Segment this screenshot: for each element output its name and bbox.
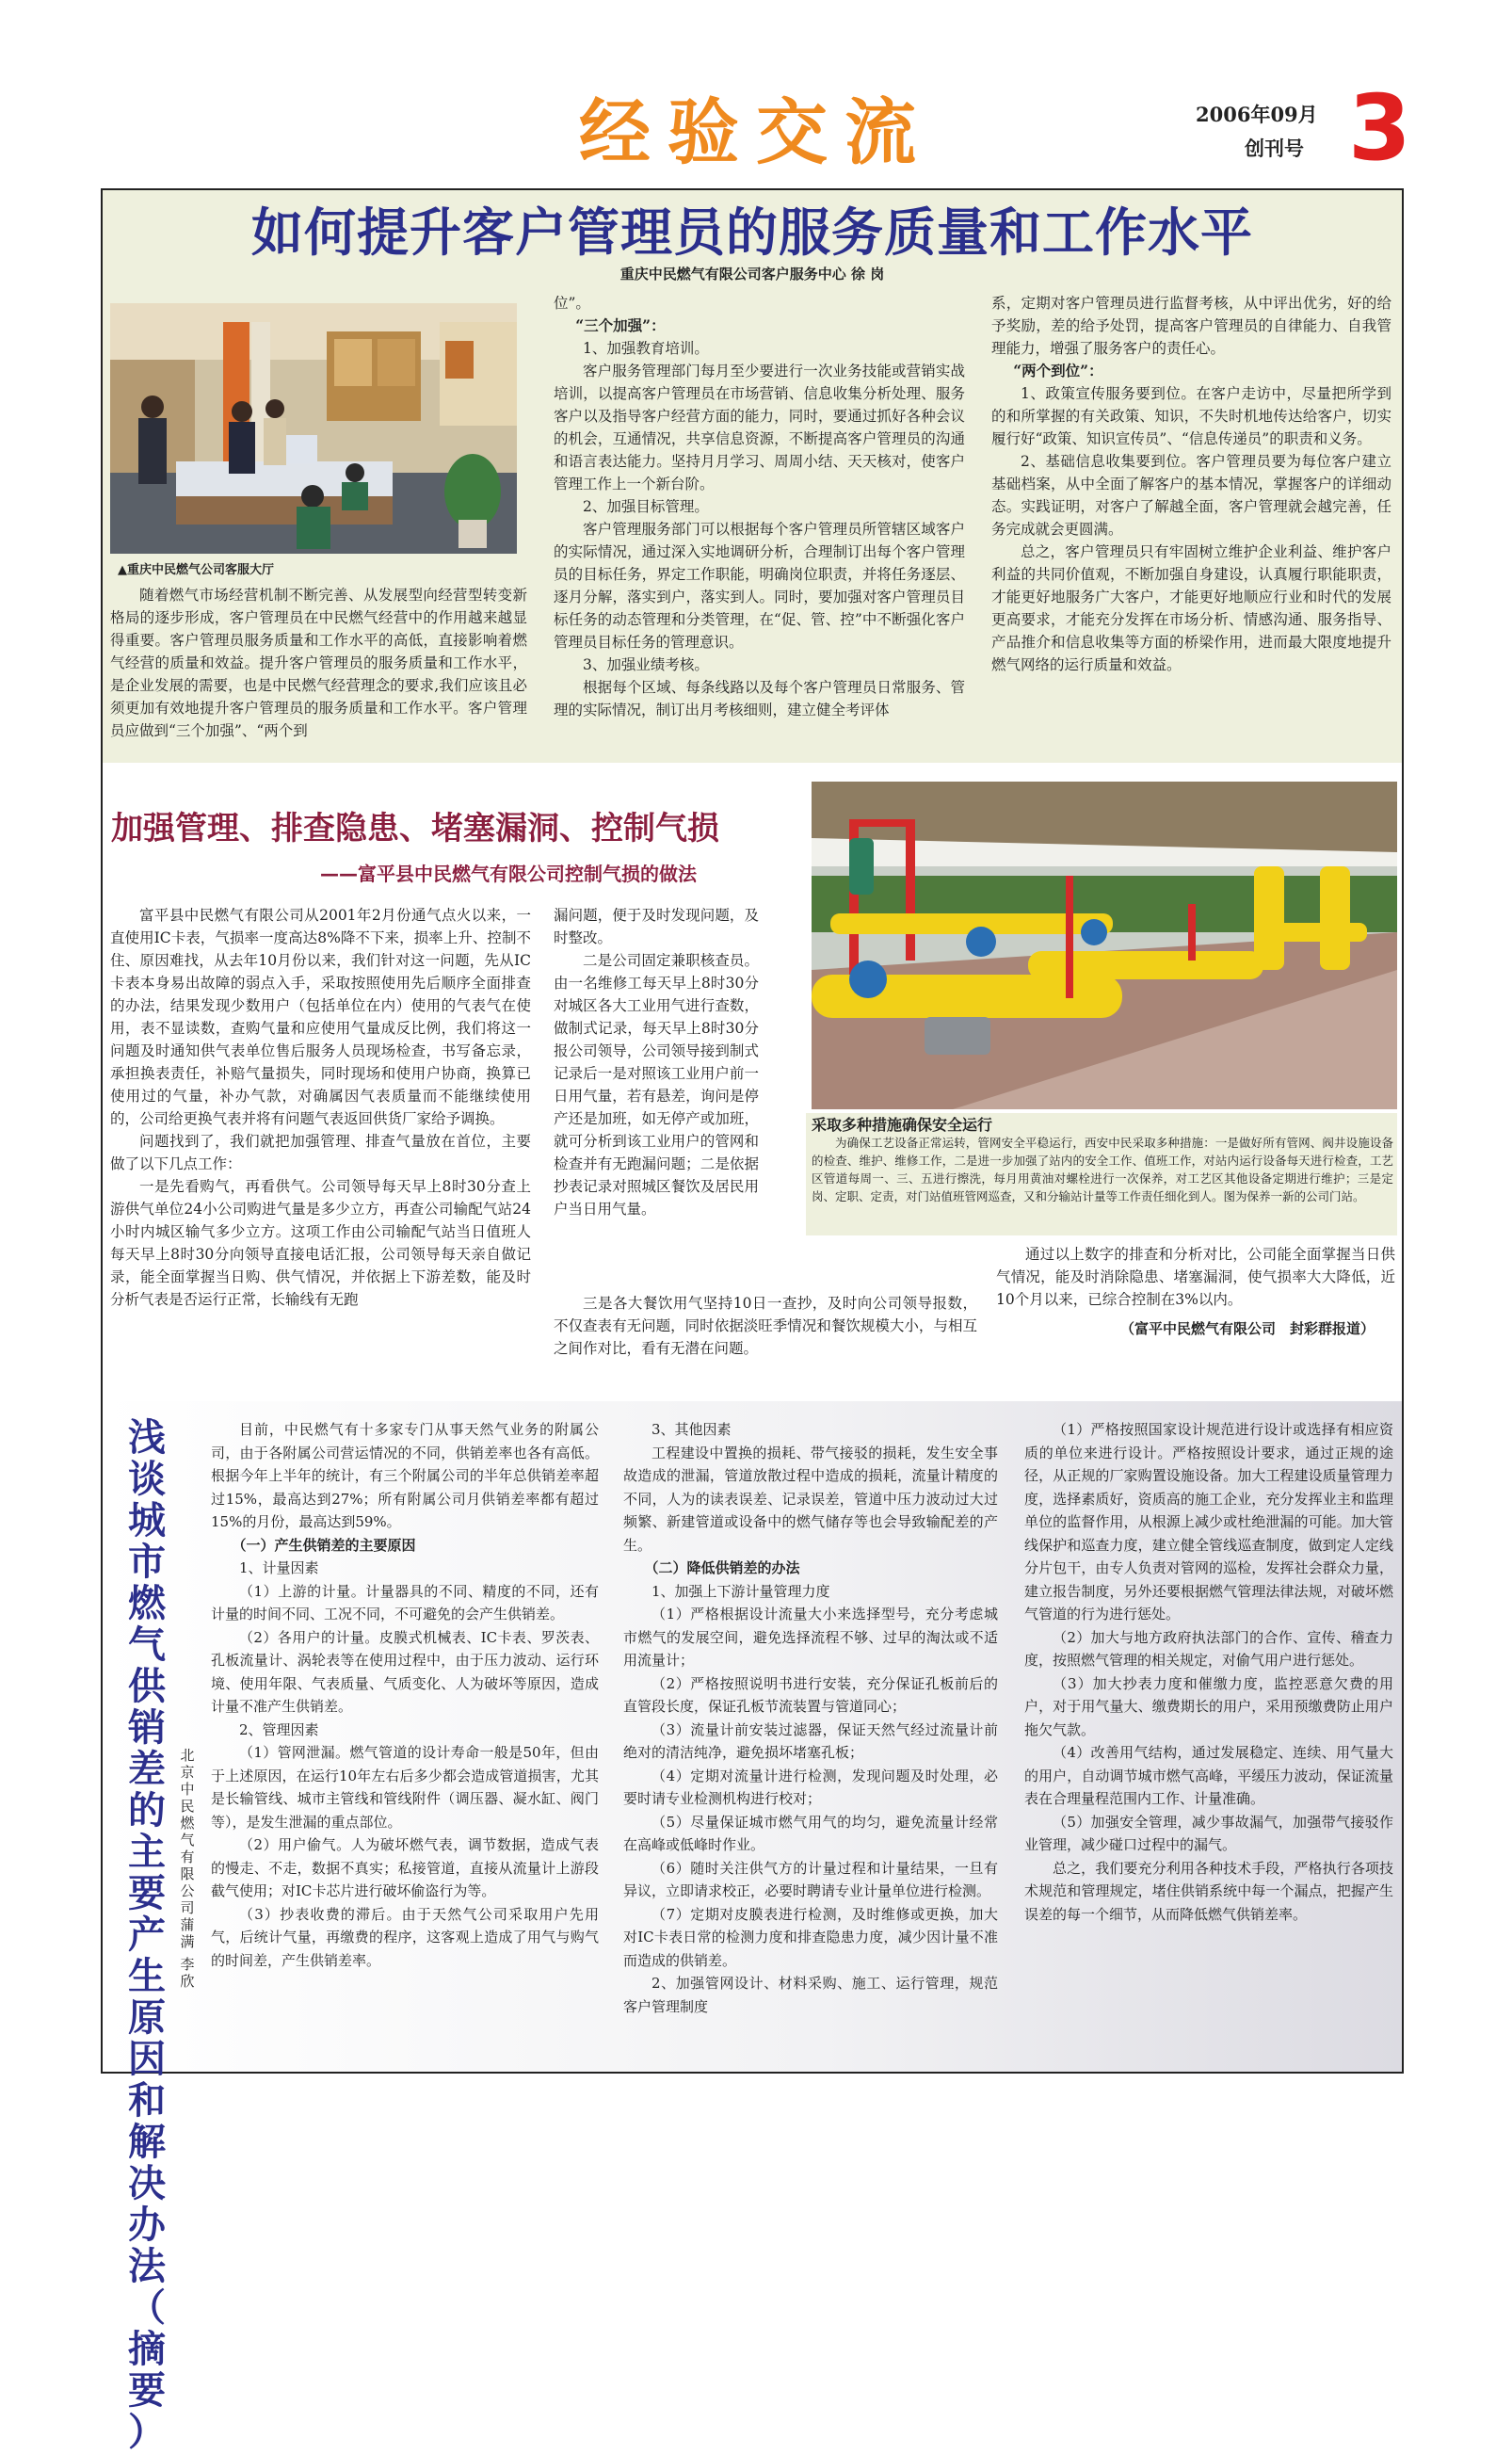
- article3-col1-paragraph: （2）各用户的计量。皮膜式机械表、IC卡表、罗茨表、孔板流量计、涡轮表等在使用过程中，由于压力波动、运行环境、使用年限、气表质量、气质变化、人为破坏等原因，造成计量不准产生供销差。: [211, 1628, 599, 1715]
- article3-col1-paragraph: （2）用户偷气。人为破坏燃气表，调节数据，造成气表的慢走、不走，数据不真实；私接管道，直接从流量计上游段截气使用；对IC卡芯片进行破坏偷盗行为等。: [211, 1836, 599, 1899]
- title-char: 销: [128, 1705, 166, 1750]
- title-char: 决: [128, 2161, 166, 2205]
- article3-col2-paragraph: （1）严格根据设计流量大小来选择型号，充分考虑城市燃气的发展空间，避免选择流程不够、过早的淘汰或不适用流量计；: [623, 1606, 998, 1669]
- article1-col2-heading: “三个加强”：: [575, 316, 666, 334]
- article3-col3-paragraph: （5）加强安全管理，减少事故漏气，加强带气接驳作业管理，减少碰口过程中的漏气。: [1024, 1813, 1393, 1853]
- article2-column1: [110, 904, 531, 1311]
- article1-column2: [554, 292, 965, 721]
- title-char: 气: [128, 1623, 166, 1667]
- article3-col2-paragraph: （2）严格按照说明书进行安装，充分保证孔板前后的直管段长度，保证孔板节流装置与管道同心；: [623, 1674, 998, 1715]
- title-char: 办: [128, 2203, 166, 2247]
- service-hall-photo: [110, 303, 517, 554]
- byline-char: 满: [180, 1933, 195, 1950]
- byline-char: 欣: [180, 1973, 195, 1990]
- title-char: 生: [128, 1954, 166, 1998]
- title-char: 产: [128, 1913, 166, 1957]
- article3-column3: [1024, 1418, 1393, 1926]
- article3-col2-paragraph: 1、加强上下游计量管理力度: [651, 1582, 830, 1600]
- byline-char: 京: [180, 1764, 195, 1781]
- article2-credit: （富平中民燃气有限公司 封彩群报道）: [1120, 1320, 1375, 1337]
- byline-char: 公: [180, 1882, 195, 1899]
- article3-column2: [623, 1418, 998, 2018]
- article3-col1-paragraph: 1、计量因素: [239, 1559, 319, 1576]
- title-char: （: [128, 2285, 166, 2330]
- article3-col1-heading: （一）产生供销差的主要原因: [232, 1536, 416, 1554]
- title-char: 供: [128, 1664, 166, 1708]
- gas-station-caption-title: 采取多种措施确保安全运行: [812, 1116, 993, 1134]
- byline-char: 限: [180, 1865, 195, 1882]
- article2-col1-paragraph: 问题找到了，我们就把加强管理、排查气量放在首位，主要做了以下几点工作：: [110, 1133, 531, 1172]
- service-hall-caption: ▲重庆中民燃气公司客服大厅: [118, 563, 274, 577]
- article1-byline: 重庆中民燃气有限公司客户服务中心 徐 岗: [619, 266, 885, 283]
- article3-col1-paragraph: 2、管理因素: [239, 1720, 319, 1738]
- article3-col3-paragraph: （3）加大抄表力度和催缴力度，监控恶意欠费的用户，对于用气量大、缴费期长的用户，采用预缴费防止用户拖欠气款。: [1024, 1674, 1393, 1738]
- article1-col2-paragraph: 2、加强目标管理。: [583, 498, 709, 515]
- article3-col2-heading: （二）降低供销差的办法: [644, 1559, 800, 1576]
- title-char: 解: [128, 2120, 166, 2164]
- article1-col3-paragraph: 2、基础信息收集要到位。客户管理员要为每位客户建立基础档案，从中全面了解客户的基本情况，掌握客户的详细动态。实践证明，对客户了解越全面，客户管理就会越完善，任务完成就会更圆满。: [991, 453, 1391, 538]
- title-char: ）: [128, 2410, 166, 2454]
- article3-byline: [177, 1747, 198, 1990]
- byline-char: 燃: [180, 1815, 195, 1832]
- article2-col2-paragraph: 漏问题，便于及时发现问题，及时整改。: [554, 907, 759, 946]
- article1-col1-paragraph: 随着燃气市场经营机制不断完善、从发展型向经营型转变新格局的逐步形成，客户管理员在中民燃气经营中的作用越来越显得重要。客户管理员服务质量和工作水平的高低，直接影响着燃气经营的质量和效益。提升客户管理员的服务质量和工作水平，是企业发展的需要，也是中民燃气经营理念的要求,我们应该且必须更加有效地提升客户管理员的服务质量和工作水平。客户管理员应做到“三个加强”、“两个到: [110, 587, 527, 739]
- article2-col1-paragraph: 一是先看购气，再看供气。公司领导每天早上8时30分查上游供气单位24小公司购进气量是多少立方，再查公司输配气站24小时内城区输气多少立方。这项工作由公司输配气站当日值班人每天早上8时30分向领导直接电话汇报，公司领导每天亲自做记录，能全面掌握当日购、供气情况，并依据上下游差数，能及时分析气表是否运行正常，长输线有无跑: [110, 1178, 531, 1308]
- article1-col3-heading: “两个到位”：: [1013, 362, 1103, 379]
- title-char: 燃: [128, 1581, 166, 1625]
- gas-station-caption-paragraph: 为确保工艺设备正常运转，管网安全平稳运行，西安中民采取多种措施：一是做好所有管网、阀井设施设备的检查、维护、维修工作，二是进一步加强了站内的安全工作、值班工作，对站内运行设备每天进行检查，工艺区管道每周一、三、五进行擦洗，每月用黄油对螺栓进行一次保养，对工艺区其他设备定期进行维护；三是定岗、定职、定责，对门站值班管网巡查，又和分输站计量等工作责任细化到人。图为保养一新的公司门站。: [812, 1136, 1393, 1203]
- gas-station-caption-text: [812, 1134, 1393, 1205]
- article2-wide-paragraph: 三是各大餐饮用气坚持10日一查抄，及时向公司领导报数，不仅查表有无问题，同时依据淡旺季情况和餐饮规模大小，与相互之间作对比，看有无潜在问题。: [554, 1295, 977, 1357]
- article1-column1: [110, 584, 527, 742]
- article2-col3-paragraph: 通过以上数字的排查和分析对比，公司能全面掌握当日供气情况，能及时消除隐患、堵塞漏洞，使气损率大大降低，近10个月以来，已综合控制在3%以内。: [996, 1246, 1395, 1308]
- title-char: 城: [128, 1498, 166, 1542]
- article1-col2-paragraph: 客户服务管理部门每月至少要进行一次业务技能或营销实战培训，以提高客户管理员在市场营销、信息收集分析处理、服务客户以及指导客户经营方面的能力，同时，要通过抓好各种会议的机会，互通情况，共享信息资源，不断提高客户管理员的沟通和语言表达能力。坚持月月学习、周周小结、天天核对，使客户管理工作上一个新台阶。: [554, 363, 965, 492]
- article2-column3: [996, 1243, 1395, 1311]
- article3-col2-paragraph: （5）尽量保证城市燃气用气的均匀，避免流量计经常在高峰或低峰时作业。: [623, 1813, 998, 1853]
- article1-col3-paragraph: 1、政策宣传服务要到位。在客户走访中，尽量把所学到的和所掌握的有关政策、知识，不失时机地传达给客户，切实履行好“政策、知识宣传员”、“信息传递员”的职责和义务。: [991, 385, 1391, 447]
- article3-col1-paragraph: （1）上游的计量。计量器具的不同、精度的不同，还有计量的时间不同、工况不同，不可避免的会产生供销差。: [211, 1582, 599, 1623]
- title-char: 和: [128, 2078, 166, 2123]
- article1-title: 如何提升客户管理员的服务质量和工作水平: [250, 202, 1253, 263]
- byline-char: 气: [180, 1832, 195, 1849]
- article1-column3: [991, 292, 1391, 676]
- article2-column2: [554, 904, 759, 1220]
- byline-char: 蒲: [180, 1916, 195, 1933]
- issue-edition: 创刊号: [1245, 137, 1304, 160]
- title-char: 原: [128, 1995, 166, 2040]
- article1-col3-paragraph: 总之，客户管理员只有牢固树立维护企业利益、维护客户利益的共同价值观，不断加强自身建设，认真履行职能职责，才能更好地服务广大客户，才能更好地顺应行业和时代的发展更高要求，才能充分发挥在市场分析、情感沟通、服务指导、产品推介和信息收集等方面的桥梁作用，进而最大限度地提升燃气网络的运行质量和效益。: [991, 543, 1391, 673]
- article1-col2-paragraph: 根据每个区域、每条线路以及每个客户管理员日常服务、管理的实际情况，制订出月考核细则，建立健全考评体: [554, 679, 965, 718]
- article3-col1-paragraph: 目前，中民燃气有十多家专门从事天然气业务的附属公司，由于各附属公司营运情况的不同，供销差率也各有高低。根据今年上半年的统计，有三个附属公司的半年总供销差率超过15%，最高达到27%；所有附属公司月供销差率都有超过15%的月份，最高达到59%。: [211, 1421, 599, 1530]
- article3-col2-paragraph: （4）定期对流量计进行检测，发现问题及时处理，必要时请专业检测机构进行校对；: [623, 1767, 998, 1807]
- issue-date: 2006年09月: [1196, 103, 1318, 126]
- article1-col2-paragraph: 位”。: [554, 295, 590, 312]
- article3-col1-paragraph: （3）抄表收费的滞后。由于天然气公司采取用户先用气，后统计气量，再缴费的程序，这客观上造成了用气与购气的时间差，产生供销差率。: [211, 1905, 599, 1969]
- title-char: 主: [128, 1830, 166, 1874]
- article1-col2-paragraph: 1、加强教育培训。: [583, 340, 709, 357]
- article3-col2-paragraph: 2、加强管网设计、材料采购、施工、运行管理，规范客户管理制度: [623, 1975, 998, 2015]
- title-char: 差: [128, 1747, 166, 1791]
- byline-char: 李: [180, 1956, 195, 1973]
- title-char: 摘: [128, 2327, 166, 2371]
- byline-char: 中: [180, 1781, 195, 1798]
- article3-col1-paragraph: （1）管网泄漏。燃气管道的设计寿命一般是50年，但由于上述原因，在运行10年左右后多少都会造成管道损害，尤其是长输管线、城市主管线和管线附件（调压器、凝水缸、阀门等），是发生泄漏的重点部位。: [211, 1744, 599, 1831]
- title-char: 法: [128, 2244, 166, 2288]
- title-char: 因: [128, 2037, 166, 2081]
- article3-col3-paragraph: （2）加大与地方政府执法部门的合作、宣传、稽查力度，按照燃气管理的相关规定，对偷气用户进行惩处。: [1024, 1628, 1393, 1669]
- article3-col2-paragraph: （7）定期对皮膜表进行检测，及时维修或更换，加大对IC卡表日常的检测力度和排查隐患力度，减少因计量不准而造成的供销差。: [623, 1905, 998, 1969]
- byline-char: 有: [180, 1849, 195, 1865]
- title-char: 要: [128, 2368, 166, 2413]
- title-char: 市: [128, 1540, 166, 1584]
- article2-subtitle: ——富平县中民燃气有限公司控制气损的做法: [320, 863, 697, 885]
- byline-char: 民: [180, 1798, 195, 1815]
- article3-col2-paragraph: （3）流量计前安装过滤器，保证天然气经过流量计前绝对的清洁纯净，避免损坏堵塞孔板；: [623, 1720, 998, 1761]
- article2-col2-paragraph: 二是公司固定兼职核查员。由一名维修工每天早上8时30分对城区各大工业用气进行查数，做制式记录，每天早上8时30分报公司领导，公司领导接到制式记录后一是对照该工业用户前一日用气量，若有悬差，询问是停产还是加班，如无停产或加班，就可分析到该工业用户的管网和检查并有无跑漏问题；二是依据抄表记录对照城区餐饮及居民用户当日用气量。: [554, 952, 759, 1218]
- article3-col2-paragraph: 工程建设中置换的损耗、带气接驳的损耗，发生安全事故造成的泄漏，管道放散过程中造成的损耗，流量计精度的不同，人为的读表误差、记录误差，管道中压力波动过大过频繁、新建管道或设备中的燃气储存等也会导致输配差的产生。: [623, 1444, 998, 1554]
- gas-station-photo: [812, 782, 1397, 1109]
- article3-col3-paragraph: （4）改善用气结构，通过发展稳定、连续、用气量大的用户，自动调节城市燃气高峰，平缓压力波动，保证流量表在合理量程范围内工作、计量准确。: [1024, 1744, 1393, 1807]
- article1-col3-paragraph: 系，定期对客户管理员进行监督考核，从中评出优劣，好的给予奖励，差的给予处罚，提高客户管理员的自律能力、自我管理能力，增强了服务客户的责任心。: [991, 295, 1391, 357]
- title-char: 浅: [128, 1415, 166, 1460]
- article3-col3-paragraph: （1）严格按照国家设计规范进行设计或选择有相应资质的单位来进行设计。严格按照设计要求，通过正规的途径，从正规的厂家购置设施设备。加大工程建设质量管理力度，选择素质好，资质高的施工企业，充分发挥业主和监理单位的监督作用，从根源上减少或杜绝泄漏的可能。加大管线保护和巡查力度，建立健全管线巡查制度，做到定人定线分片包干，由专人负责对管网的巡检，发挥社会群众力量，建立报告制度，另外还要根据燃气管理法律法规，对破坏燃气管道的行为进行惩处。: [1024, 1421, 1393, 1623]
- article3-col2-paragraph: 3、其他因素: [651, 1421, 732, 1438]
- title-char: 要: [128, 1871, 166, 1915]
- article2-title: 加强管理、排查隐患、堵塞漏洞、控制气损: [111, 810, 719, 848]
- article3-col3-paragraph: 总之，我们要充分利用各种技术手段，严格执行各项技术规范和管理规定，堵住供销系统中每一个漏点，把握产生误差的每一个细节，从而降低燃气供销差率。: [1024, 1859, 1393, 1923]
- article3-title: [121, 1417, 173, 2453]
- masthead: 经验交流: [579, 90, 933, 174]
- byline-char: 北: [180, 1747, 195, 1764]
- article3-column1: [211, 1418, 599, 1972]
- article1-col2-paragraph: 3、加强业绩考核。: [583, 656, 709, 673]
- article2-col1-paragraph: 富平县中民燃气有限公司从2001年2月份通气点火以来，一直使用IC卡表，气损率一度高达8%降不下来，损率上升、控制不住、原因难找，从去年10月份以来，我们针对这一问题，先从IC卡表本身易出故障的弱点入手，采取按照使用先后顺序全面排查的办法，结果发现少数用户（包括单位在内）使用的气表气在使用，表不显读数，查购气量和应使用气量成反比例，我们将这一问题及时通知供气表单位售后服务人员现场检查，书写备忘录，承担换表责任，补赔气量损失，同时现场和使用户协商，换算已使用过的气量，补办气款，对确属因气表质量而不能继续使用的，公司给更换气表并将有问题气表返回供货厂家给予调换。: [110, 907, 531, 1127]
- article1-col2-paragraph: 客户管理服务部门可以根据每个客户管理员所管辖区域客户的实际情况，通过深入实地调研分析，合理制订出每个客户管理员的目标任务，界定工作职能，明确岗位职责，并将任务逐层、逐月分解，落实到户，落实到人。同时，要加强对客户管理员目标任务的动态管理和分类管理，在“促、管、控”中不断强化客户管理员目标任务的管理意识。: [554, 521, 965, 651]
- page-number: 3: [1348, 75, 1411, 181]
- article2-column2-wide: [554, 1292, 977, 1360]
- title-char: 的: [128, 1788, 166, 1832]
- title-char: 谈: [128, 1457, 166, 1501]
- byline-char: 司: [180, 1899, 195, 1916]
- article3-col2-paragraph: （6）随时关注供气方的计量过程和计量结果，一旦有异议，立即请求校正，必要时聘请专业计量单位进行检测。: [623, 1859, 998, 1899]
